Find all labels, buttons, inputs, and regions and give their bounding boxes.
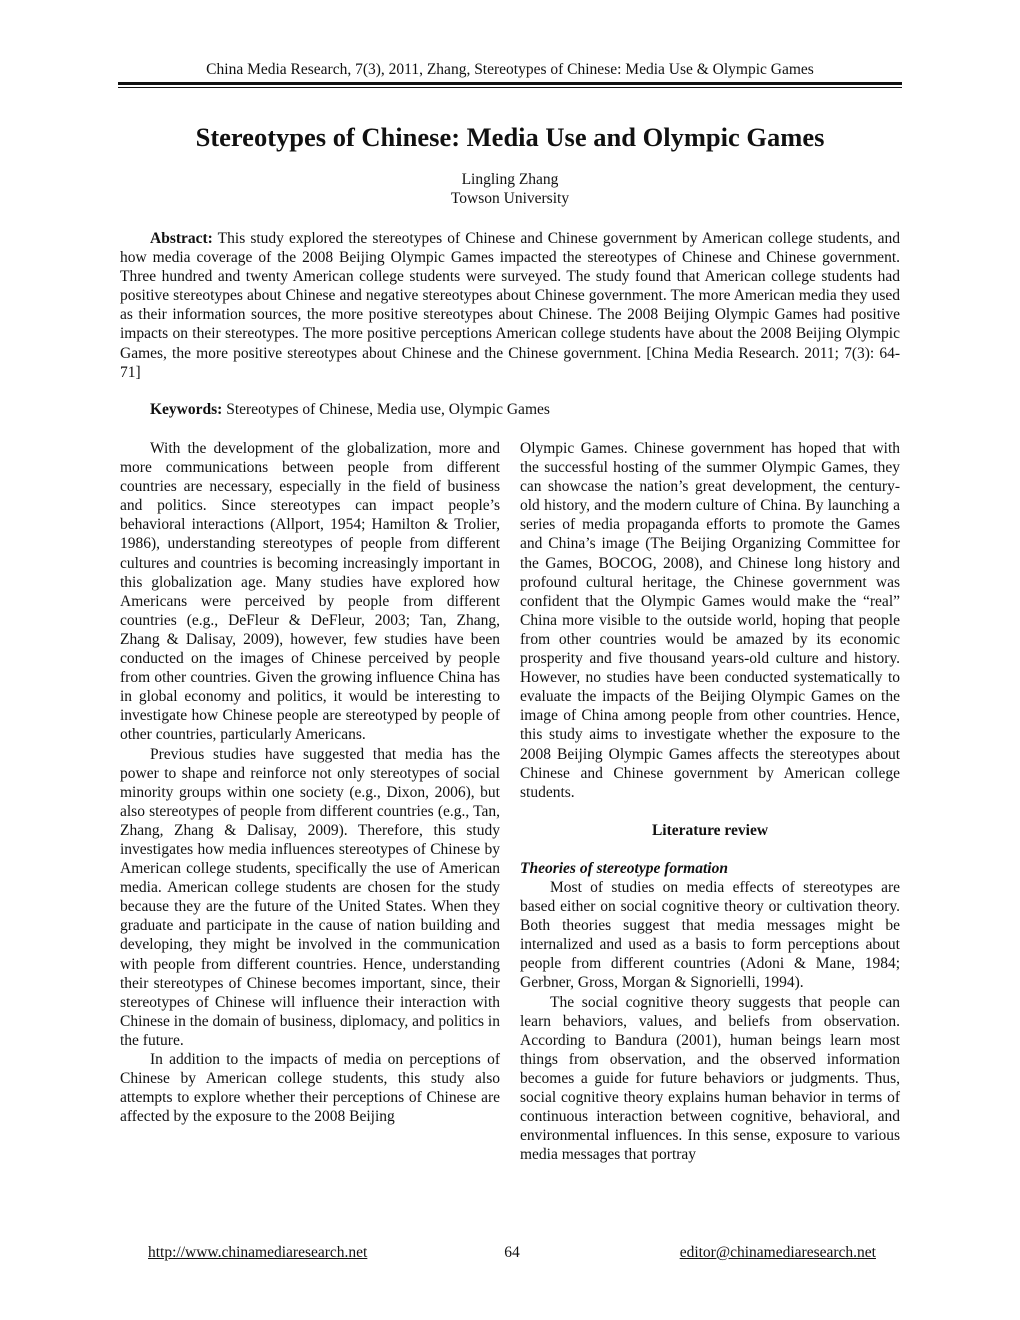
keywords	[120, 400, 900, 419]
keywords-label: Keywords:	[150, 401, 223, 418]
running-header: China Media Research, 7(3), 2011, Zhang, Stereotypes of Chinese: Media Use & Olympic Games	[206, 61, 814, 78]
right-column	[520, 439, 900, 1164]
body-paragraph: With the development of the globalization, more and more communications between people from different countries are necessary, especially in the field of business and politics. Since stereotypes can impact people’s behavioral interactions (Allport, 1954; Hamilton & Trolier, 1986), understanding stereotypes of people from different cultures and countries is becoming increasingly important in this globalization age. Many studies have explored how Americans were perceived by people from different countries (e.g., DeFleur & DeFleur, 2003; Tan, Zhang, Zhang & Dalisay, 2009), however, few studies have been conducted on the images of Chinese perceived by people from other countries. Given the growing influence China has in global economy and politics, it would be interesting to investigate how Chinese people are stereotyped by people of other countries, particularly Americans.	[120, 440, 500, 744]
header-rule-thin	[118, 87, 902, 88]
abstract	[120, 229, 900, 382]
footer-email-link[interactable]: editor@chinamediaresearch.net	[679, 1244, 876, 1261]
left-column	[120, 439, 500, 1126]
footer-website-link[interactable]: http://www.chinamediaresearch.net	[148, 1244, 368, 1261]
body-paragraph: The social cognitive theory suggests that people can learn behaviors, values, and beliefs from observation. According to Bandura (2001), human beings learn most things from observation, and the observed information becomes a guide for future behaviors or judgments. Thus, social cognitive theory explains human behavior in terms of continuous interaction between cognitive, behavioral, and environmental influences. In this sense, exposure to various media messages that portray	[520, 993, 900, 1164]
section-heading-literature-review: Literature review	[651, 821, 769, 839]
author-affiliation: Towson University	[450, 190, 570, 207]
body-paragraph: Most of studies on media effects of stereotypes are based either on social cognitive theory or cultivation theory. Both theories suggest that media messages might be internalized and used as a basis to form perceptions about people from different countries (Adoni & Mane, 1984; Gerbner, Gross, Morgan & Signorielli, 1994).	[520, 878, 900, 992]
header-rule-thick	[118, 82, 902, 85]
body-paragraph: Previous studies have suggested that media has the power to shape and reinforce not only stereotypes of social minority groups within one society (e.g., Dixon, 2006), but also stereotypes of people from different countries (e.g., Tan, Zhang, Zhang & Dalisay, 2009). Therefore, this study investigates how media influences stereotypes of Chinese by American college students, specifically the use of American media. American college students are chosen for the study because they are the future of the United States. When they graduate and participate in the cause of nation building and developing, they might be involved in the communication with people from different countries. Hence, understanding their stereotypes of Chinese becomes important, since, their stereotypes of Chinese will influence their interaction with Chinese in the domain of business, diplomacy, and politics in the future.	[120, 745, 500, 1049]
keywords-text: Stereotypes of Chinese, Media use, Olympic Games	[222, 401, 550, 418]
body-paragraph: In addition to the impacts of media on perceptions of Chinese by American college students, this study also attempts to explore whether their perceptions of Chinese are affected by the exposure to the 2008 Beijing	[120, 1051, 500, 1126]
body-paragraph-continued: Olympic Games. Chinese government has hoped that with the successful hosting of the summer Olympic Games, they can showcase the nation’s great development, the century-old history, and the modern culture of China. By launching a series of media propaganda efforts to promote the Games and China’s image (The Beijing Organizing Committee for the Games, BOCOG, 2008), and Chinese long history and profound cultural heritage, the Chinese government was confident that the Olympic Games would make the “real” China more visible to the outside world, hoping that people from other countries would be amazed by its economic prosperity and five thousand years-old culture and history. However, no studies have been conducted systematically to evaluate the impacts of the Beijing Olympic Games on the image of China among people from other countries. Hence, this study aims to investigate whether the exposure to the 2008 Beijing Olympic Games affects the stereotypes about Chinese and Chinese government by American college students.	[520, 440, 900, 801]
article-title: Stereotypes of Chinese: Media Use and Olympic Games	[195, 122, 825, 152]
abstract-label: Abstract:	[150, 230, 213, 247]
author-name: Lingling Zhang	[461, 171, 559, 188]
page-number: 64	[504, 1244, 520, 1261]
abstract-text: This study explored the stereotypes of Chinese and Chinese government by American college students, and how media coverage of the 2008 Beijing Olympic Games impacted the stereotypes of Chinese and Chinese government. Three hundred and twenty American college students were surveyed. The study found that American college students had positive stereotypes about Chinese and negative stereotypes about Chinese government. The more American media they used as their information sources, the more positive stereotypes about Chinese. The 2008 Beijing Olympic Games had positive impacts on their stereotypes. The more positive perceptions American college students have about the 2008 Beijing Olympic Games, the more positive stereotypes about Chinese and the Chinese government. [China Media Research. 2011; 7(3): 64-71]	[120, 230, 900, 381]
subsection-heading-theories: Theories of stereotype formation	[520, 859, 728, 877]
